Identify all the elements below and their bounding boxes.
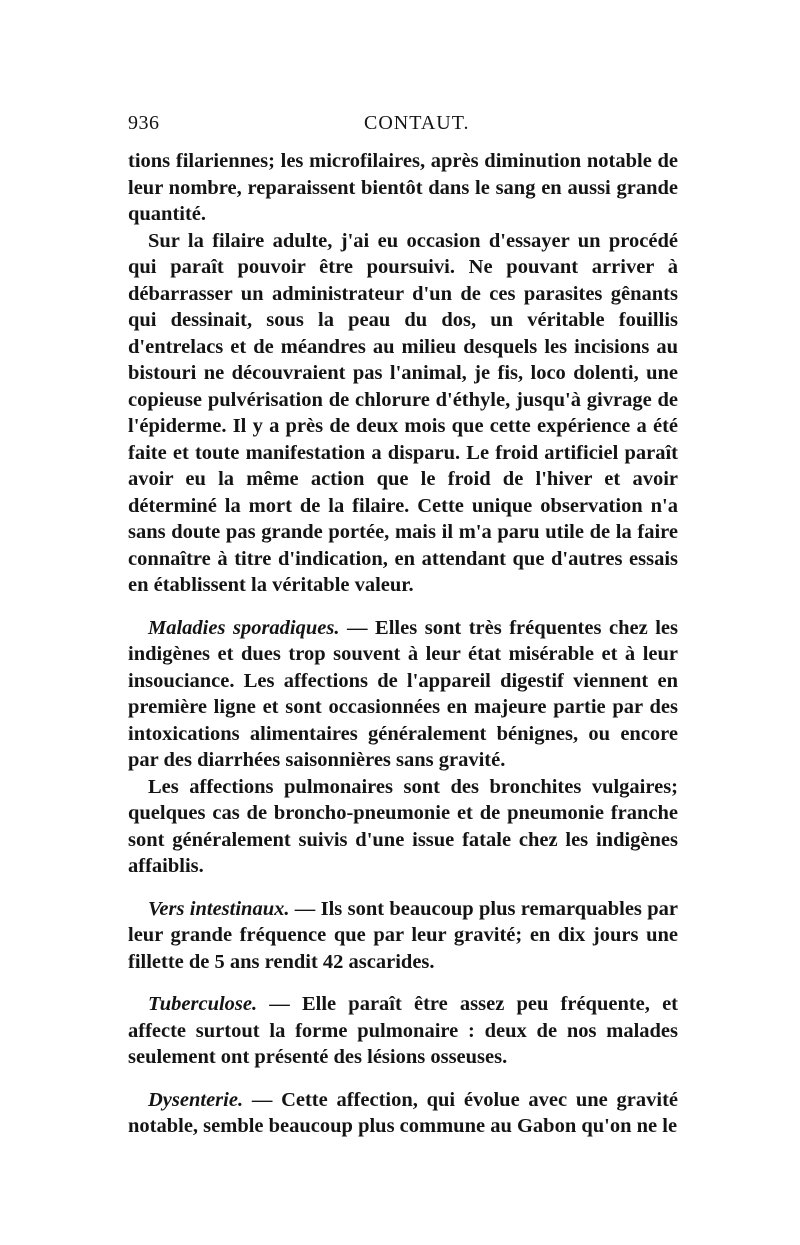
paragraph-text: — Elle paraît être assez peu fréquente, et affecte surtout la forme pulmonaire : deux de nos malades seulement ont présenté des lésions osseuses. bbox=[128, 993, 678, 1068]
paragraph-text: tions filariennes; les microfilaires, après diminution notable de leur nombre, reparaissent bientôt dans le sang en aussi grande quantité. bbox=[128, 150, 678, 225]
page-number: 936 bbox=[128, 112, 160, 134]
paragraph-text: Les affections pulmonaires sont des bronchites vulgaires; quelques cas de broncho-pneumonie et de pneumonie franche sont généralement suivis d'une issue fatale chez les indigènes affaiblis. bbox=[128, 775, 678, 877]
body-text bbox=[128, 148, 678, 1140]
paragraph bbox=[128, 991, 678, 1071]
paragraph bbox=[128, 615, 678, 774]
paragraph-text: — Elles sont très fréquentes chez les indigènes et dues trop souvent à leur état misérable et à leur insouciance. Les affections de l'appareil digestif viennent en première ligne et sont occasionnées en majeure partie par des intoxications alimentaires généralement bénignes, ou encore par des diarrhées saisonnières sans gravité. bbox=[128, 616, 678, 771]
section-heading: Maladies sporadiques. bbox=[148, 616, 340, 639]
page-header bbox=[128, 112, 678, 142]
running-head: CONTAUT. bbox=[364, 112, 470, 134]
paragraph bbox=[128, 228, 678, 599]
paragraph bbox=[128, 896, 678, 976]
paragraph bbox=[128, 1087, 678, 1140]
paragraph-text: — Cette affection, qui évolue avec une gravité notable, semble beaucoup plus commune au Gabon qu'on ne le bbox=[128, 1088, 678, 1137]
paragraph bbox=[128, 148, 678, 228]
section-heading: Dysenterie. bbox=[148, 1088, 244, 1111]
paragraph bbox=[128, 774, 678, 880]
section-heading: Vers intestinaux. bbox=[148, 897, 290, 920]
paragraph-text: — Ils sont beaucoup plus remarquables par leur grande fréquence que par leur gravité; en dix jours une fillette de 5 ans rendit 42 ascarides. bbox=[128, 897, 678, 973]
section-heading: Tuberculose. bbox=[148, 993, 258, 1015]
paragraph-text: Sur la filaire adulte, j'ai eu occasion d'essayer un procédé qui paraît pouvoir être poursuivi. Ne pouvant arriver à débarrasser un administrateur d'un de ces parasites gênants qui dessinait, sous la peau du dos, un véritable fouillis d'entrelacs et de méandres au milieu desquels les incisions au bistouri ne découvraient pas l'animal, je fis, loco dolenti, une copieuse pulvérisation de chlorure d'éthyle, jusqu'à givrage de l'épiderme. Il y a près de deux mois que cette expérience a été faite et toute manifestation a disparu. Le froid artificiel paraît avoir eu la même action que le froid de l'hiver et avoir déterminé la mort de la filaire. Cette unique observation n'a sans doute pas grande portée, mais il m'a paru utile de la faire connaître à titre d'indication, en attendant que d'autres essais en établissent la véritable valeur. bbox=[128, 229, 678, 596]
